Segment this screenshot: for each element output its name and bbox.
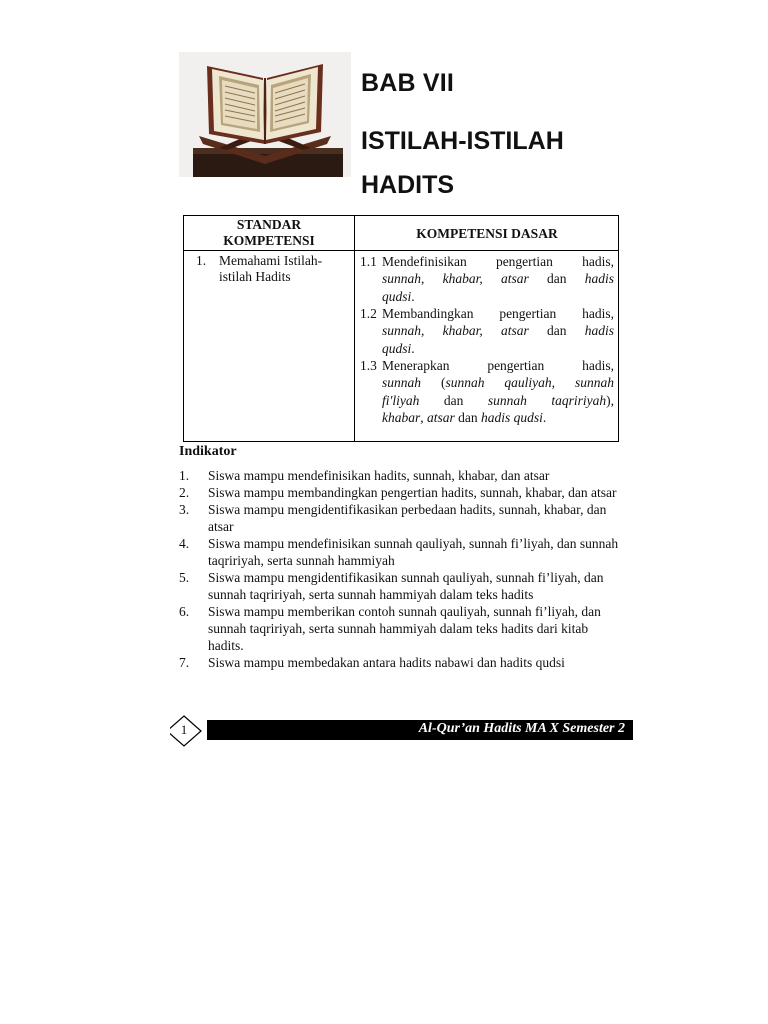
- item-text: Siswa mampu mengidentifikasikan perbedaan hadits, sunnah, khabar, dan atsar: [208, 502, 607, 534]
- kd-line: [360, 409, 614, 426]
- kd-punct: .: [411, 288, 415, 304]
- item-number: 1.1: [360, 254, 377, 269]
- kd-term: hadis qudsi: [481, 410, 543, 426]
- kd-punct: ,: [421, 323, 425, 339]
- kd-word: Menerapkan: [382, 358, 450, 373]
- item-text: Siswa mampu mendefinisikan sunnah qauliyah, sunnah fi’liyah, dan sunnah taqririyah, serta sunnah hammiyah: [208, 536, 619, 568]
- standar-line: istilah Hadits: [219, 269, 291, 284]
- kd-word: hadis,: [582, 254, 614, 269]
- kd-punct: ,: [421, 271, 425, 287]
- indikator-list: [179, 467, 627, 671]
- kd-word: pengertian: [499, 306, 557, 321]
- kd-word: pengertian: [487, 358, 545, 373]
- kd-punct: (: [440, 375, 446, 391]
- standar-kompetensi-header: [184, 217, 354, 249]
- kd-term: qudsi: [382, 340, 412, 356]
- kd-term: atsar: [427, 410, 455, 426]
- item-text: Siswa mampu membedakan antara hadits nabawi dan hadits qudsi: [208, 655, 565, 670]
- item-number: 5.: [179, 570, 190, 585]
- kd-word: hadis,: [582, 306, 614, 321]
- kd-term: taqririyah: [551, 392, 607, 408]
- item-number: 1.: [179, 468, 190, 483]
- kd-line: [360, 322, 614, 339]
- kd-word: dan: [547, 323, 567, 339]
- item-text: Siswa mampu membandingkan pengertian hadits, sunnah, khabar, dan atsar: [208, 485, 617, 500]
- kd-term: sunnah: [575, 375, 615, 391]
- chapter-number: BAB VII: [361, 69, 455, 97]
- kd-term: atsar: [501, 271, 529, 287]
- kompetensi-dasar-item: [360, 357, 614, 427]
- item-number: 6.: [179, 604, 190, 619]
- kd-line: [360, 374, 614, 391]
- kompetensi-dasar-header: KOMPETENSI DASAR: [416, 226, 558, 241]
- item-number: 3.: [179, 502, 190, 517]
- kd-punct: ),: [606, 392, 614, 408]
- kd-line: [360, 392, 614, 409]
- kd-term: hadis: [584, 271, 615, 287]
- item-text: Siswa mampu mengidentifikasikan sunnah qauliyah, sunnah fi’liyah, dan sunnah taqririyah, serta sunnah hammiyah dalam teks hadits: [208, 570, 604, 602]
- standar-line: Memahami Istilah-: [219, 253, 323, 268]
- kd-word: hadis,: [582, 358, 615, 373]
- kd-line: [360, 357, 614, 374]
- list-item: [179, 654, 627, 671]
- kd-term: sunnah: [382, 271, 422, 287]
- kd-line: [360, 305, 614, 322]
- kd-term: sunnah qauliyah,: [445, 375, 556, 391]
- list-item: [179, 569, 627, 603]
- item-number: 7.: [179, 655, 190, 670]
- item-number: 2.: [179, 485, 190, 500]
- list-item: [179, 501, 627, 535]
- kd-term: sunnah: [382, 375, 422, 391]
- list-item: [179, 484, 627, 501]
- kd-term: atsar: [501, 323, 529, 339]
- item-number: 1.2: [360, 306, 377, 321]
- kd-term: fi'liyah: [382, 392, 420, 408]
- header-line: KOMPETENSI: [223, 233, 315, 248]
- kd-line: [360, 253, 614, 270]
- list-item: [179, 467, 627, 484]
- list-item: [179, 603, 627, 654]
- page-number: 1: [180, 722, 188, 737]
- competency-table: [183, 215, 619, 442]
- kd-term: sunnah: [382, 323, 422, 339]
- item-number: 1.: [196, 253, 207, 268]
- indikator-heading: Indikator: [179, 444, 237, 459]
- kd-punct: .: [542, 410, 547, 426]
- kd-term: khabar,: [442, 323, 483, 339]
- book-title: Al-Qur’an Hadits MA X Semester 2: [418, 721, 625, 736]
- kd-word: Mendefinisikan: [382, 254, 467, 269]
- chapter-title-line1: ISTILAH-ISTILAH: [361, 127, 564, 155]
- item-number: 4.: [179, 536, 190, 551]
- kd-term: khabar,: [442, 271, 483, 287]
- kd-line: [360, 270, 614, 287]
- kompetensi-dasar-item: [360, 305, 614, 357]
- list-item: [179, 535, 627, 569]
- kompetensi-dasar-item: [360, 253, 614, 305]
- kd-word: dan: [458, 410, 478, 426]
- kd-term: khabar: [382, 410, 421, 426]
- header-line: STANDAR: [236, 217, 302, 232]
- item-number: 1.3: [360, 358, 377, 373]
- kd-term: sunnah: [487, 392, 527, 408]
- kd-punct: ,: [420, 410, 424, 426]
- chapter-title-line2: HADITS: [361, 171, 455, 199]
- kd-word: Membandingkan: [382, 306, 474, 321]
- kd-line: [360, 288, 614, 305]
- kd-term: qudsi: [382, 288, 412, 304]
- kd-punct: .: [411, 340, 415, 356]
- kd-word: pengertian: [495, 254, 553, 269]
- kd-word: dan: [443, 392, 464, 408]
- kd-word: dan: [547, 271, 567, 287]
- quran-stand-image: [179, 52, 351, 177]
- table-header-divider: [184, 250, 618, 251]
- footer-bar: [207, 720, 633, 740]
- item-text: Siswa mampu memberikan contoh sunnah qauliyah, sunnah fi’liyah, dan sunnah taqririyah, serta sunnah hammiyah dalam teks hadits dari kitab hadits.: [208, 604, 601, 653]
- item-text: Siswa mampu mendefinisikan hadits, sunnah, khabar, dan atsar: [208, 468, 550, 483]
- kd-term: hadis: [584, 323, 615, 339]
- kd-line: [360, 340, 614, 357]
